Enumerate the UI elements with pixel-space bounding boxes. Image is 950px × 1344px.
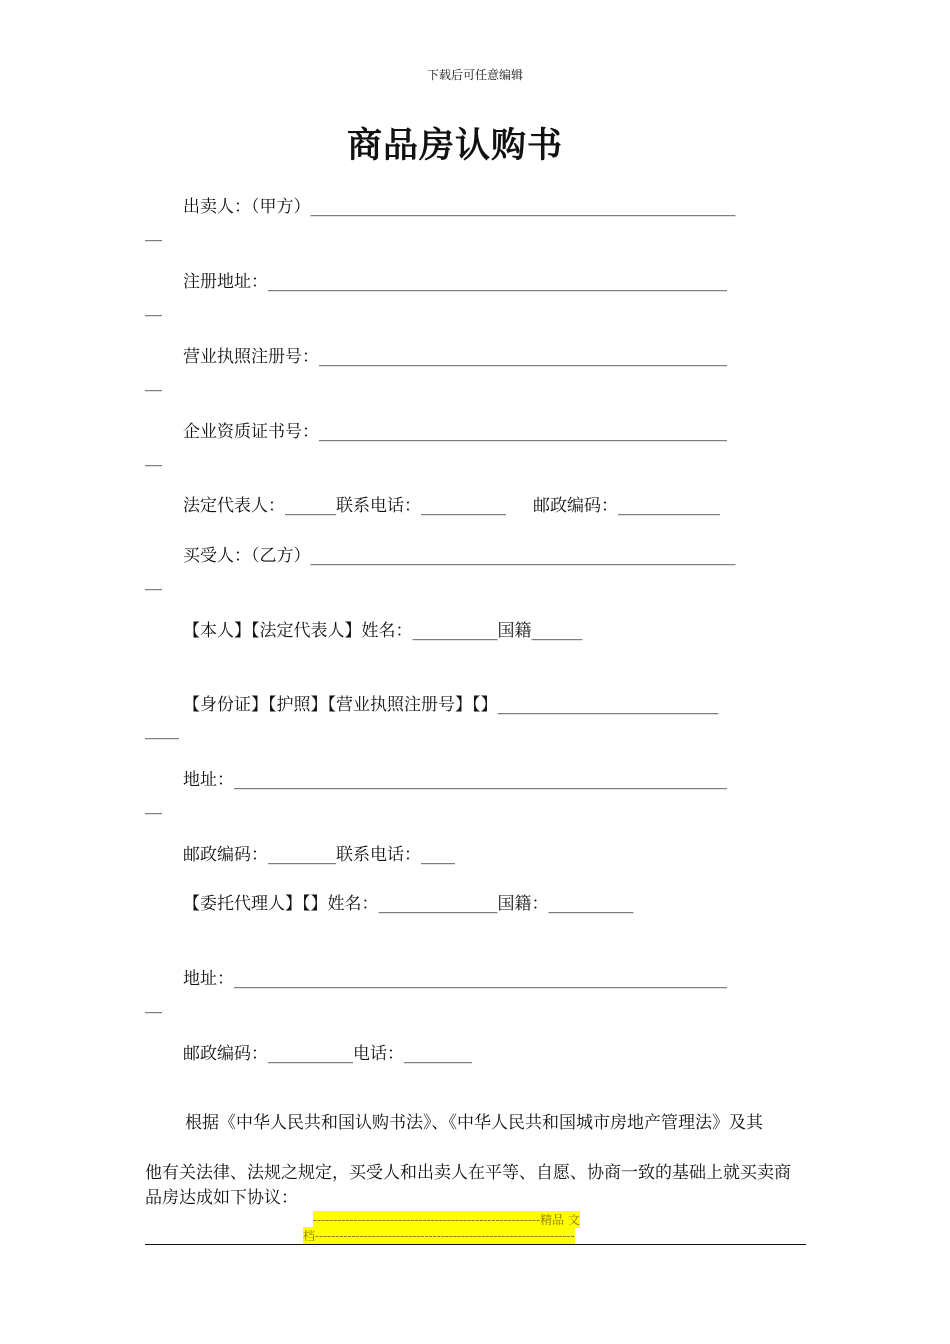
registered-address-line: 注册地址：______________________________________________________ [183, 272, 727, 292]
seller-line-cont: __ [145, 222, 162, 242]
footer-watermark-1: --------------------------------------------------------精品 文 [313, 1213, 580, 1227]
buyer-postal-line: 邮政编码：________联系电话：____ [183, 845, 455, 865]
buyer-line: 买受人：（乙方）__________________________________________________ [183, 546, 736, 566]
agent-address-line: 地址：__________________________________________________________ [183, 969, 727, 989]
agent-name-line: 【委托代理人】【】姓名：______________国籍：__________ [183, 894, 634, 914]
buyer-name-line: 【本人】【法定代表人】姓名：__________国籍______ [183, 621, 583, 641]
buyer-id-line-cont: ____ [145, 720, 179, 740]
footer-rule [145, 1244, 806, 1245]
agent-postal-line: 邮政编码：__________电话：________ [183, 1044, 472, 1064]
qualification-certificate-line-cont: __ [145, 447, 162, 467]
footer-watermark-2: 档---------------------------------------------------------------- [303, 1229, 575, 1243]
agreement-paragraph-1: 根据《中华人民共和国认购书法》、《中华人民共和国城市房地产管理法》及其 [185, 1113, 763, 1133]
registered-address-line-cont: __ [145, 297, 162, 317]
buyer-line-cont: __ [145, 571, 162, 591]
document-title: 商品房认购书 [346, 125, 563, 166]
buyer-id-line: 【身份证】【护照】【营业执照注册号】【】__________________________ [183, 695, 719, 715]
buyer-address-line: 地址：__________________________________________________________ [183, 770, 727, 790]
qualification-certificate-line: 企业资质证书号：________________________________________________ [183, 422, 727, 442]
business-license-line: 营业执照注册号：________________________________________________ [183, 347, 727, 367]
agent-address-line-cont: __ [145, 994, 162, 1014]
page-header: 下载后可任意编辑 [426, 68, 523, 82]
legal-representative-line: 法定代表人：______联系电话：__________ 邮政编码：____________ [183, 496, 721, 516]
seller-line: 出卖人：（甲方）__________________________________________________ [183, 197, 736, 217]
agreement-paragraph-2: 他有关法律、法规之规定，买受人和出卖人在平等、自愿、协商一致的基础上就买卖商品房达成如下协议： [145, 1163, 791, 1208]
business-license-line-cont: __ [145, 372, 162, 392]
buyer-address-line-cont: __ [145, 795, 162, 815]
